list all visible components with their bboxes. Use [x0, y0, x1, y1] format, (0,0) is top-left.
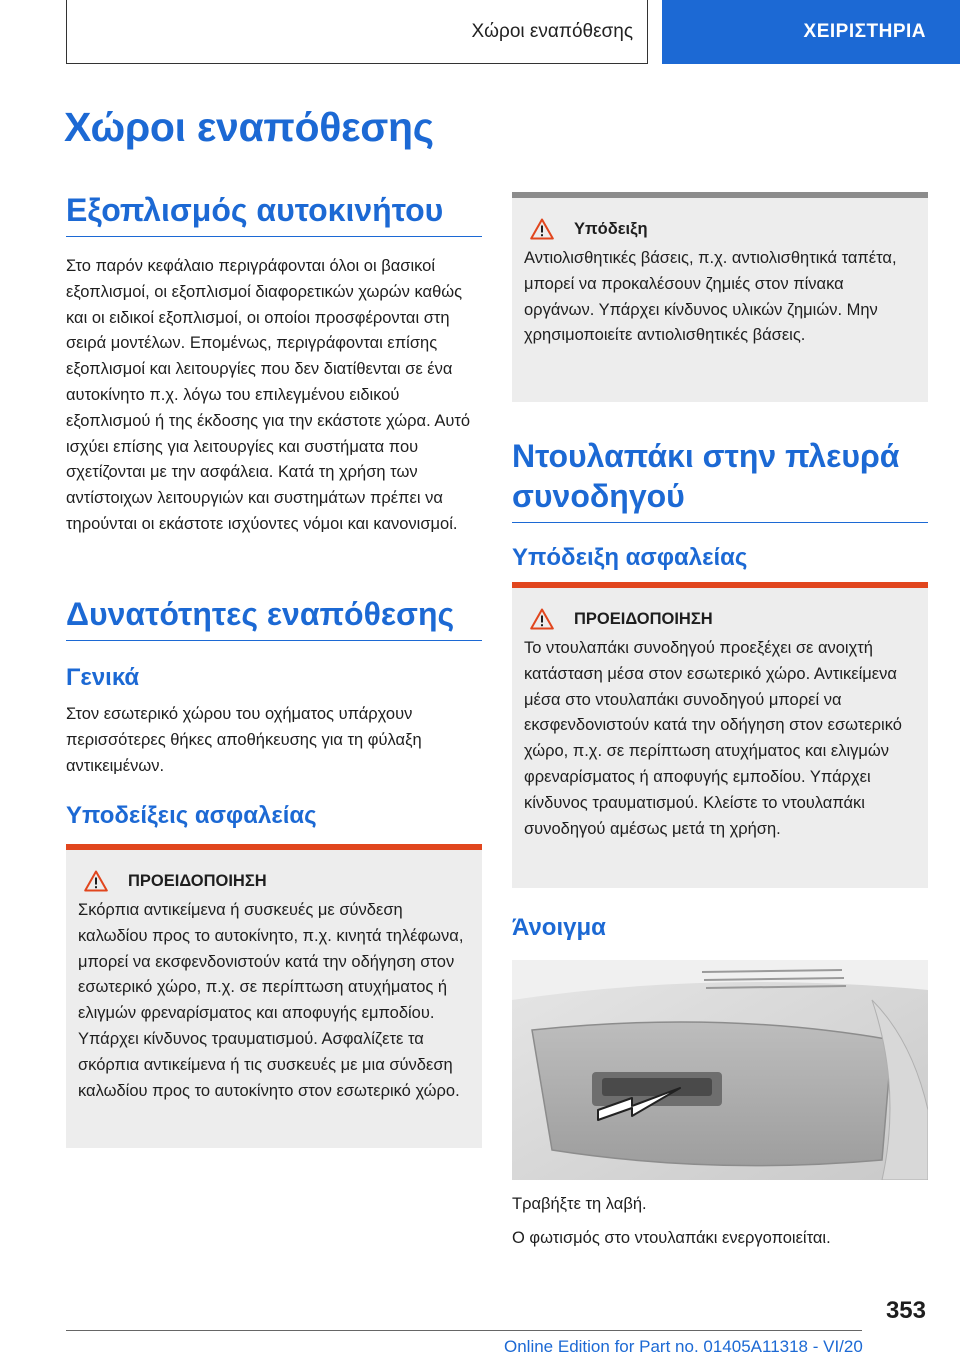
heading-safety-notes: Υποδείξεις ασφαλείας: [66, 802, 317, 829]
warning-box-loose-objects: [66, 844, 482, 1148]
page-number: 353: [885, 1297, 926, 1324]
note-box-antislip: [512, 192, 928, 402]
warning-box-glovebox: [512, 582, 928, 888]
note-text: Αντιολισθητικές βάσεις, π.χ. αντιολισθητικά ταπέτα, μπορεί να προκαλέσουν ζημιές στον πίνακα οργάνων. Υπάρχει κίνδυνος υλικών ζημιών. Μην χρησιμοποιείτε αντιολισθητικές βάσεις.: [524, 249, 897, 345]
glovebox-illustration: [512, 960, 928, 1180]
running-header-chapter: [662, 0, 960, 64]
edition-footer: Online Edition for Part no. 01405A11318 - VI/20: [504, 1337, 863, 1356]
running-header-chapter-text: ΧΕΙΡΙΣΤΗΡΙΑ: [803, 21, 926, 42]
warning-triangle-icon: [530, 608, 554, 630]
heading-opening: Άνοιγμα: [512, 914, 606, 941]
warning-box-header: [524, 608, 916, 630]
heading-equipment: Εξοπλισμός αυτοκινήτου: [66, 190, 482, 237]
running-header-section: [66, 0, 648, 64]
warning-text: Σκόρπια αντικείμενα ή συσκευές με σύνδεση καλωδίου προς το αυτοκίνητο, π.χ. κινητά τηλέφωνα, μπορεί να εκσφενδονιστούν κατά την οδήγηση στον εσωτερικό χώρο, π.χ. σε περίπτωση ατυχήματος ή ελιγμών φρεναρίσματος και αποφυγής εμποδίου. Υπάρχει κίνδυνος τραυματισμού. Ασφαλίζετε τα σκόρπια αντικείμενα ή τις συσκευές με μια σύνδεση καλωδίου προς το αυτοκίνητο στον εσωτερικό χώρο.: [78, 901, 464, 1100]
heading-storage-options: Δυνατότητες εναπόθεσης: [66, 594, 482, 641]
warning-box-header: [78, 870, 470, 892]
warning-triangle-icon: [530, 218, 554, 240]
heading-glovebox: Ντουλαπάκι στην πλευρά συνοδηγού: [512, 436, 928, 523]
general-text: Στον εσωτερικό χώρου του οχήματος υπάρχουν περισσότερες θήκες αποθήκευσης για τη φύλαξη αντικειμένων.: [66, 705, 422, 775]
heading-general: Γενικά: [66, 664, 140, 691]
warning-triangle-icon: [84, 870, 108, 892]
warning-text: Το ντουλαπάκι συνοδηγού προεξέχει σε ανοιχτή κατάσταση μέσα στον εσωτερικό χώρο. Αντικείμενα μέσα στο ντουλαπάκι συνοδηγού μπορεί να εκσφενδονιστούν κατά την οδήγηση στον εσωτερικό χώρο, π.χ. σε περίπτωση ατυχήματος και ελιγμών φρεναρίσματος ή αποφυγής εμποδίου. Υπάρχει κίνδυνος τραυματισμού. Κλείστε το ντουλαπάκι συνοδηγού αμέσως μετά τη χρήση.: [524, 639, 902, 838]
step-pull-handle: Τραβήξτε τη λαβή.: [512, 1195, 647, 1213]
footer-divider: [66, 1330, 862, 1331]
note-box-header: [524, 218, 916, 240]
note-title: Υπόδειξη: [574, 219, 648, 238]
heading-glovebox-safety: Υπόδειξη ασφαλείας: [512, 544, 748, 571]
equipment-text: Στο παρόν κεφάλαιο περιγράφονται όλοι οι βασικοί εξοπλισμοί, οι εξοπλισμοί διαφορετικών χωρών καθώς και οι ειδικοί εξοπλισμοί, οι οποίοι προσφέρονται στη σειρά μοντέλων. Επομένως, περιγράφονται επίσης εξοπλισμοί και λειτουργίες που δεν διατίθενται σε ένα αυτοκίνητο π.χ. λόγω του επιλεγμένου ειδικού εξοπλισμού ή της έκδοσης για την εκάστοτε χώρα. Αυτό ισχύει επίσης για λειτουργίες και συστήματα που σχετίζονται με την ασφάλεια. Κατά τη χρήση των αντίστοιχων λειτουργιών και συστημάτων πρέπει να τηρούνται οι εκάστοτε ισχύοντες νόμοι και κανονισμοί.: [66, 257, 471, 533]
step-light-on: Ο φωτισμός στο ντουλαπάκι ενεργοποιείται.: [512, 1229, 831, 1247]
warning-title: ΠΡΟΕΙΔΟΠΟΙΗΣΗ: [574, 609, 713, 628]
page-title: Χώροι εναπόθεσης: [64, 104, 434, 150]
running-header-section-text: Χώροι εναπόθεσης: [471, 20, 633, 42]
warning-title: ΠΡΟΕΙΔΟΠΟΙΗΣΗ: [128, 871, 267, 890]
glovebox-photo: [512, 960, 928, 1180]
